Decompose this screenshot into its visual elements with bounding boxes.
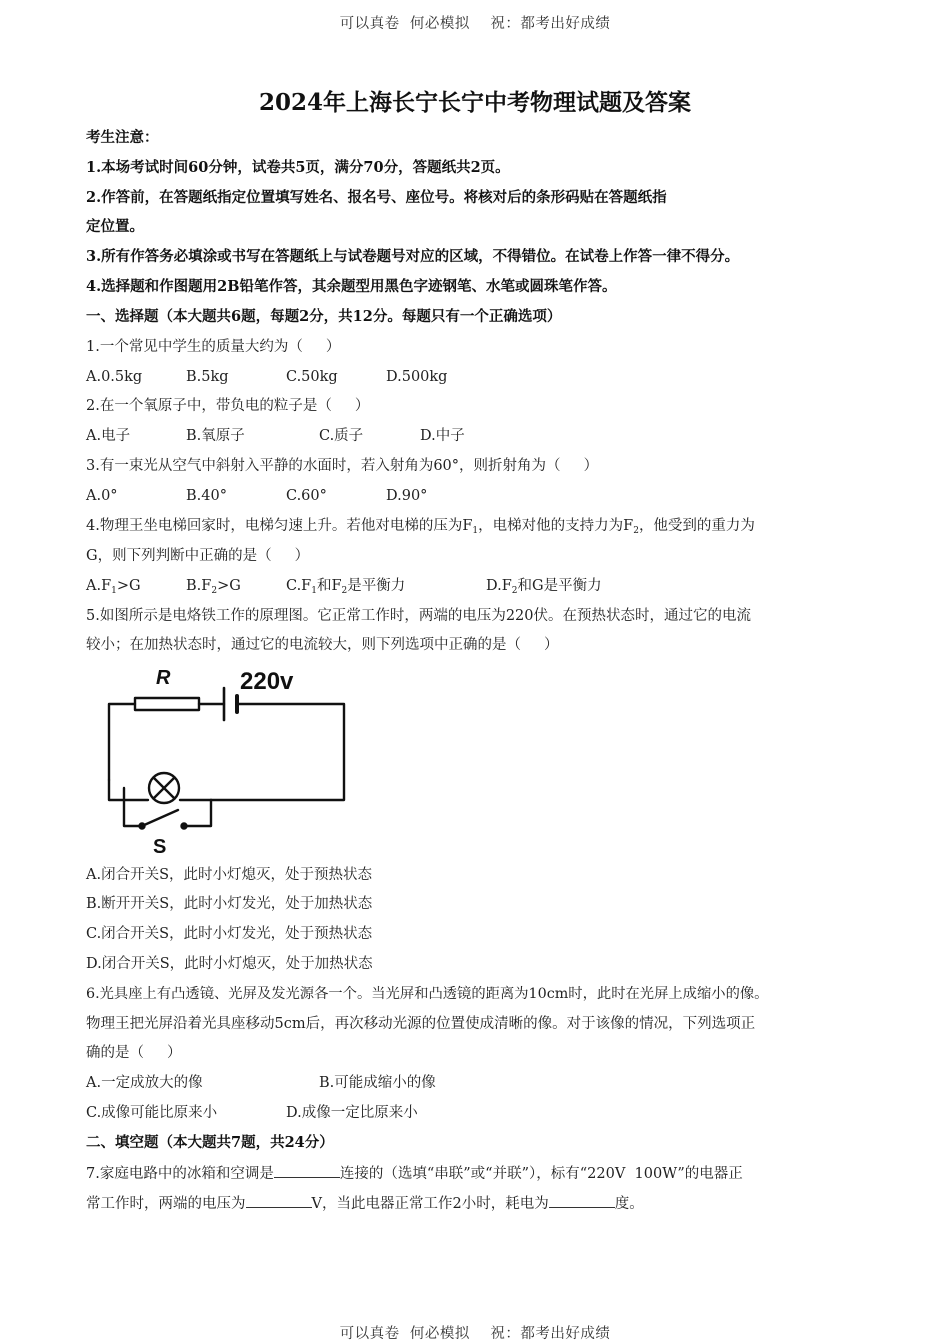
- q6-stem-line3: 确的是（ ）: [86, 1045, 182, 1061]
- q5-option-c: C.闭合开关S，此时小灯发光，处于预热状态: [86, 926, 373, 942]
- q1-option-b: B.5kg: [186, 369, 229, 385]
- q5-option-a: A.闭合开关S，此时小灯熄灭，处于预热状态: [86, 867, 373, 883]
- section-2-heading: 二、填空题（本大题共7题，共24分）: [86, 1134, 334, 1151]
- q3-option-b: B.40°: [186, 488, 227, 504]
- q5-option-d: D.闭合开关S，此时小灯熄灭，处于加热状态: [86, 956, 373, 972]
- q2-option-c: C.质子: [319, 428, 364, 444]
- q3-option-c: C.60°: [286, 488, 327, 504]
- q4-stem-line2: G，则下列判断中正确的是（ ）: [86, 548, 310, 564]
- q2-option-a: A.电子: [86, 428, 131, 444]
- q1-stem: 1.一个常见中学生的质量大约为（ ）: [86, 339, 341, 355]
- q6-option-d: D.成像一定比原来小: [286, 1105, 418, 1121]
- q2-option-d: D.中子: [420, 428, 465, 444]
- notice-heading: 考生注意：: [86, 129, 159, 146]
- q7-blank-3[interactable]: [549, 1193, 615, 1208]
- q3-option-d: D.90°: [386, 488, 428, 504]
- wire-right: [211, 704, 344, 800]
- resistor: [135, 698, 199, 710]
- q5-stem-line1: 5.如图所示是电烙铁工作的原理图。它正常工作时，两端的电压为220伏。在预热状态时，通过它的电流: [86, 608, 752, 624]
- q2-stem: 2.在一个氧原子中，带负电的粒子是（ ）: [86, 398, 370, 414]
- notice-item-4: 4.选择题和作图题用2B铅笔作答，其余题型用黑色字迹钢笔、水笔或圆珠笔作答。: [86, 278, 617, 295]
- q7-blank-1[interactable]: [274, 1163, 340, 1178]
- notice-item-2-cont: 定位置。: [86, 218, 144, 235]
- switch-label: S: [153, 836, 167, 858]
- q6-option-c: C.成像可能比原来小: [86, 1105, 218, 1121]
- q4-stem-line1: 4.物理王坐电梯回家时，电梯匀速上升。若他对电梯的压为$F_1$，电梯对他的支持力为$F_2$，他受到的重力为: [86, 518, 755, 536]
- notice-item-3: 3.所有作答务必填涂或书写在答题纸上与试卷题号对应的区域，不得错位。在试卷上作答一律不得分。: [86, 248, 740, 265]
- switch-contact: [182, 824, 187, 829]
- circuit-diagram: [100, 662, 360, 858]
- q1-option-c: C.50kg: [286, 369, 338, 385]
- q6-option-b: B.可能成缩小的像: [319, 1075, 436, 1091]
- q1-option-a: A.0.5kg: [86, 369, 143, 385]
- q7-line1: 7.家庭电路中的冰箱和空调是 连接的（选填“串联”或“并联”），标有“220V 100W”的电器正: [86, 1163, 743, 1184]
- page-footer: 可以真卷 何必模拟 祝：都考出好成绩: [339, 1326, 611, 1342]
- q1-option-d: D.500kg: [386, 369, 448, 385]
- q2-option-b: B.氧原子: [186, 428, 245, 444]
- q7-blank-2[interactable]: [246, 1193, 312, 1208]
- q5-option-b: B.断开开关S，此时小灯发光，处于加热状态: [86, 896, 373, 912]
- q4-option-c: $C.F_1$和$F_2$是平衡力: [286, 578, 406, 596]
- voltage-label: 220v: [240, 668, 294, 695]
- q4-option-a: $A.F_1>G$: [86, 578, 141, 596]
- wire-left-bottom: [109, 780, 148, 800]
- q4-option-d: $D.F_2$和G是平衡力: [486, 578, 602, 596]
- notice-item-2: 2.作答前，在答题纸指定位置填写姓名、报名号、座位号。将核对后的条形码贴在答题纸指: [86, 189, 667, 206]
- notice-item-1: 1.本场考试时间60分钟，试卷共5页，满分70分，答题纸共2页。: [86, 159, 510, 176]
- switch-blade: [142, 810, 178, 826]
- q5-stem-line2: 较小；在加热状态时，通过它的电流较大，则下列选项中正确的是（ ）: [86, 637, 559, 653]
- q6-option-a: A.一定成放大的像: [86, 1075, 203, 1091]
- section-1-heading: 一、选择题（本大题共6题，每题2分，共12分。每题只有一个正确选项）: [86, 308, 562, 325]
- wire-switch-left: [124, 788, 140, 826]
- q6-stem-line1: 6.光具座上有凸透镜、光屏及发光源各一个。当光屏和凸透镜的距离为10cm时，此时在光屏上成缩小的像。: [86, 986, 769, 1002]
- q7-line2: 常工作时，两端的电压为 V，当此电器正常工作2小时，耗电为 度。: [86, 1193, 644, 1214]
- resistor-label: R: [156, 667, 171, 689]
- q3-option-a: A.0°: [86, 488, 118, 504]
- q4-option-b: $B.F_2>G$: [186, 578, 241, 596]
- wire-top-left: [109, 704, 135, 780]
- q6-stem-line2: 物理王把光屏沿着光具座移动5cm后，再次移动光源的位置使成清晰的像。对于该像的情况，下列选项正: [86, 1016, 756, 1032]
- page-title: 2024年上海长宁长宁中考物理试题及答案: [258, 89, 691, 116]
- page-header: 可以真卷 何必模拟 祝：都考出好成绩: [339, 16, 611, 32]
- q3-stem: 3.有一束光从空气中斜射入平静的水面时，若入射角为60°，则折射角为（ ）: [86, 458, 599, 474]
- wire-switch-right: [186, 800, 211, 826]
